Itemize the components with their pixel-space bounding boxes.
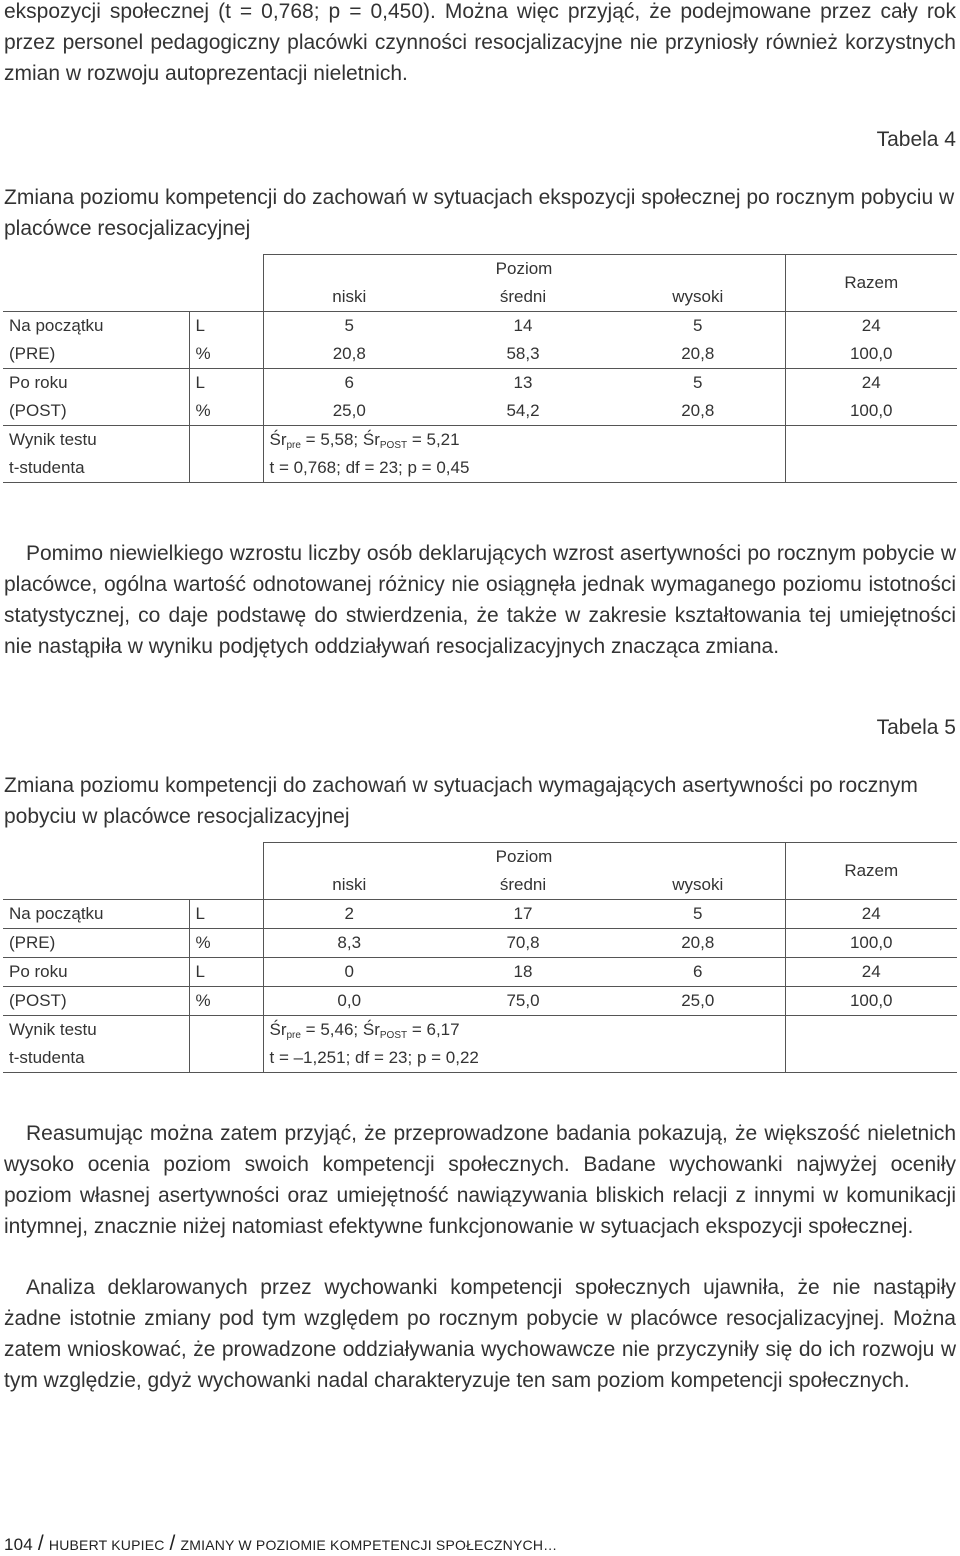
- table4-row-label: Po roku: [9, 373, 68, 392]
- table4-test-label: Wynik testu: [9, 430, 97, 449]
- table5-cell: %: [189, 987, 263, 1016]
- table5-sredni-header: średni: [499, 875, 547, 894]
- table4-niski-header: niski: [263, 283, 435, 312]
- table4-cell: 6: [263, 369, 435, 398]
- table5-wysoki-header: wysoki: [672, 875, 724, 894]
- footer-author: HUBERT KUPIEC: [48, 1537, 165, 1553]
- table4-cell: 24: [785, 312, 957, 341]
- table4-cell: 54,2: [506, 401, 540, 420]
- table5-test-label: t-studenta: [9, 1048, 85, 1067]
- table4-razem-header: Razem: [785, 255, 957, 312]
- table4-cell: 20,8: [681, 344, 715, 363]
- table4-cell: %: [189, 340, 263, 369]
- page-footer: [4, 1532, 557, 1556]
- footer-separator: /: [169, 1532, 176, 1555]
- table4-cell: 5: [693, 373, 703, 392]
- table5-cell: 100,0: [785, 987, 957, 1016]
- table5-cell: 25,0: [681, 991, 715, 1010]
- table4-poziom-header: Poziom: [263, 255, 785, 284]
- table5-cell: 70,8: [506, 933, 540, 952]
- footer-separator: /: [37, 1532, 44, 1555]
- table5-row-label: (PRE): [9, 933, 56, 952]
- table5-row-label: Po roku: [9, 962, 68, 981]
- table5-test-label: Wynik testu: [9, 1020, 97, 1039]
- table5-cell: 6: [693, 962, 703, 981]
- table5-cell: 100,0: [785, 929, 957, 958]
- table5: [3, 842, 957, 1073]
- table4-cell: 25,0: [263, 397, 435, 426]
- table4-cell: 24: [785, 369, 957, 398]
- table5-poziom-header: Poziom: [263, 843, 785, 872]
- table5-cell: 24: [785, 900, 957, 929]
- table4-cell: L: [189, 312, 263, 341]
- page-number: 104: [4, 1535, 33, 1554]
- table5-caption: Zmiana poziomu kompetencji do zachowań w sytuacjach wymagających asertywności po rocznym pobyciu w placówce resocjalizacyjnej: [4, 774, 918, 828]
- table4-test-stats: $Śr_{pre} = 5,58$; $Śr_{POST} = 5,21$: [263, 426, 785, 455]
- table4-cell: %: [189, 397, 263, 426]
- table5-razem-header: Razem: [785, 843, 957, 900]
- conclusion-paragraph-1: Reasumując można zatem przyjąć, że przeprowadzone badania pokazują, że większość nieletnich wysoko ocenia poziom swoich kompetencji społecznych. Badane wychowanki najwyżej oceniły poziom własnej asertywności oraz umiejętność nawiązywania bliskich relacji z innymi w komunikacji intymnej, znacznie niżej natomiast efektywne funkcjonowanie w sytuacjach ekspozycji społecznej.: [4, 1122, 956, 1238]
- table4-caption: Zmiana poziomu kompetencji do zachowań w sytuacjach ekspozycji społecznej po rocznym pobyciu w placówce resocjalizacyjnej: [4, 186, 955, 240]
- table5-cell: 2: [263, 900, 435, 929]
- table4-cell: 20,8: [263, 340, 435, 369]
- table5-cell: L: [189, 958, 263, 987]
- table4-row-label: Na początku: [9, 316, 104, 335]
- table4-test-line2: t = 0,768; df = 23; p = 0,45: [263, 454, 785, 483]
- table5-cell: 20,8: [681, 933, 715, 952]
- table4-cell: L: [189, 369, 263, 398]
- table5-number: Tabela 5: [876, 716, 956, 739]
- table4-cell: 14: [513, 316, 533, 335]
- table4-cell: 100,0: [785, 340, 957, 369]
- table5-test-stats: $Śr_{pre} = 5,46$; $Śr_{POST} = 6,17$: [263, 1016, 785, 1045]
- table4-row-label: (POST): [9, 401, 67, 420]
- table5-row-label: (POST): [9, 991, 67, 1010]
- table5-cell: L: [189, 900, 263, 929]
- table5-cell: %: [189, 929, 263, 958]
- table4: [3, 254, 957, 483]
- table5-niski-header: niski: [263, 871, 435, 900]
- table5-cell: 18: [513, 962, 533, 981]
- table5-row-label: Na początku: [9, 904, 104, 923]
- table4-sredni-header: średni: [499, 287, 547, 306]
- footer-title: ZMIANY W POZIOMIE KOMPETENCJI SPOŁECZNYCH…: [180, 1537, 558, 1553]
- table4-row-label: (PRE): [9, 344, 56, 363]
- conclusion-paragraph-2: Analiza deklarowanych przez wychowanki kompetencji społecznych ujawniła, że nie nastąpiły żadne istotnie zmiany pod tym względem po rocznym pobycie w placówce resocjalizacyjnej. Można zatem wnioskować, że prowadzone oddziaływania wychowawcze nie przyczyniły się do ich rozwoju w tym względzie, gdyż wychowanki nadal charakteryzuje ten sam poziom kompetencji społecznych.: [4, 1276, 956, 1392]
- table5-cell: 0,0: [263, 987, 435, 1016]
- table5-cell: 17: [513, 904, 533, 923]
- table4-cell: 100,0: [785, 397, 957, 426]
- table4-cell: 58,3: [506, 344, 540, 363]
- table5-test-line2: t = –1,251; df = 23; p = 0,22: [263, 1044, 785, 1073]
- table5-cell: 8,3: [263, 929, 435, 958]
- table4-cell: 5: [693, 316, 703, 335]
- table5-cell: 75,0: [506, 991, 540, 1010]
- table4-cell: 13: [513, 373, 533, 392]
- table4-number: Tabela 4: [876, 128, 956, 151]
- mid-paragraph: Pomimo niewielkiego wzrostu liczby osób deklarujących wzrost asertywności po rocznym pobycie w placówce, ogólna wartość odnotowanej różnicy nie osiągnęła jednak wymaganego poziomu istotności statystycznej, co daje podstawę do stwierdzenia, że także w zakresie kształtowania tej umiejętności nie nastąpiła w wyniku podjętych oddziaływań resocjalizacyjnych znacząca zmiana.: [4, 542, 956, 658]
- table5-cell: 24: [785, 958, 957, 987]
- intro-paragraph: ekspozycji społecznej (t = 0,768; p = 0,450). Można więc przyjąć, że podejmowane przez cały rok przez personel pedagogiczny placówki czynności resocjalizacyjne nie przyniosły również korzystnych zmian w rozwoju autoprezentacji nieletnich.: [4, 0, 956, 85]
- table5-cell: 5: [693, 904, 703, 923]
- table4-cell: 5: [263, 312, 435, 341]
- table4-cell: 20,8: [681, 401, 715, 420]
- table5-cell: 0: [263, 958, 435, 987]
- table4-test-label: t-studenta: [9, 458, 85, 477]
- table4-wysoki-header: wysoki: [672, 287, 724, 306]
